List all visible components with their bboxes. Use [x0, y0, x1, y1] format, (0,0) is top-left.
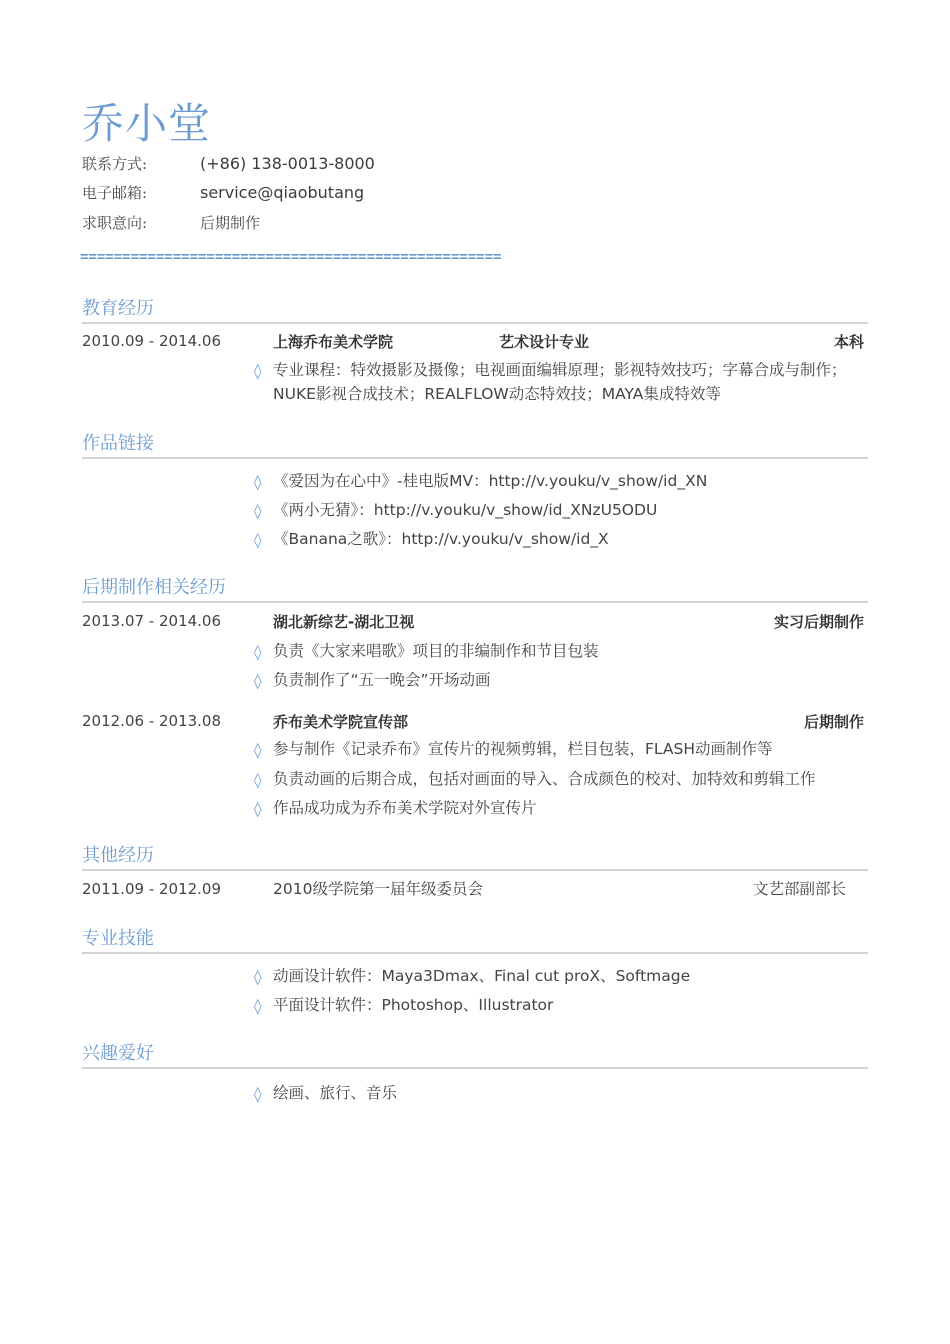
- hobby-1: 绘画、旅行、音乐: [273, 1084, 398, 1102]
- contact-label-objective: 求职意向:: [82, 214, 148, 232]
- job-2-item-3: 作品成功成为乔布美术学院对外宣传片: [273, 799, 537, 817]
- section-rule-skills: [82, 952, 868, 954]
- bullet-icon: ◊: [254, 771, 262, 789]
- work-link-2[interactable]: 《两小无猜》：http://v.youku/v_show/id_XNzU5ODU: [273, 501, 658, 519]
- other-org: 2010级学院第一届年级委员会: [273, 880, 483, 898]
- job-1-date: 2013.07 - 2014.06: [82, 612, 222, 630]
- job-2-org: 乔布美术学院宣传部: [273, 713, 409, 731]
- section-title-other: 其他经历: [82, 845, 154, 866]
- job-2-role: 后期制作: [803, 713, 864, 731]
- section-rule-hobbies: [82, 1067, 868, 1069]
- bullet-icon: ◊: [254, 531, 262, 549]
- section-rule-experience: [82, 601, 868, 603]
- header-divider: ==================================================: [80, 250, 502, 264]
- bullet-icon: ◊: [254, 473, 262, 491]
- bullet-icon: ◊: [254, 968, 262, 986]
- contact-phone: (+86) 138-0013-8000: [200, 154, 375, 173]
- section-title-hobbies: 兴趣爱好: [82, 1043, 154, 1064]
- bullet-icon: ◊: [254, 672, 262, 690]
- section-title-experience: 后期制作相关经历: [82, 577, 226, 598]
- work-link-3[interactable]: 《Banana之歌》：http://v.youku/v_show/id_X: [273, 530, 609, 548]
- section-rule-education: [82, 322, 868, 324]
- bullet-icon: ◊: [254, 502, 262, 520]
- other-role: 文艺部副部长: [752, 880, 846, 898]
- education-courses: 专业课程：特效摄影及摄像；电视画面编辑原理；影视特效技巧；字幕合成与制作；NUKE影视合成技术；REALFLOW动态特效技；MAYA集成特效等: [273, 361, 847, 403]
- education-date: 2010.09 - 2014.06: [82, 332, 222, 350]
- job-1-item-2: 负责制作了“五一晚会”开场动画: [273, 671, 491, 689]
- contact-label-email: 电子邮箱:: [82, 184, 148, 202]
- education-degree: 本科: [833, 333, 864, 351]
- job-2-item-1: 参与制作《记录乔布》宣传片的视频剪辑，栏目包装，FLASH动画制作等: [273, 740, 773, 758]
- education-major: 艺术设计专业: [499, 333, 590, 351]
- bullet-icon: ◊: [254, 1085, 262, 1103]
- section-title-skills: 专业技能: [82, 928, 154, 949]
- section-rule-other: [82, 869, 868, 871]
- job-1-role: 实习后期制作: [773, 613, 864, 631]
- contact-email: service@qiaobutang: [200, 183, 365, 202]
- education-school: 上海乔布美术学院: [273, 333, 394, 351]
- bullet-icon: ◊: [254, 643, 262, 661]
- contact-objective: 后期制作: [200, 214, 261, 232]
- contact-label-phone: 联系方式:: [82, 155, 148, 173]
- bullet-icon: ◊: [254, 800, 262, 818]
- job-1-item-1: 负责《大家来唱歌》项目的非编制作和节目包装: [273, 642, 599, 660]
- skill-1: 动画设计软件：Maya3Dmax、Final cut proX、Softmage: [273, 967, 691, 985]
- other-date: 2011.09 - 2012.09: [82, 880, 222, 898]
- job-2-date: 2012.06 - 2013.08: [82, 712, 222, 730]
- bullet-icon: ◊: [254, 997, 262, 1015]
- section-title-education: 教育经历: [82, 298, 154, 319]
- bullet-icon: ◊: [254, 362, 262, 380]
- bullet-icon: ◊: [254, 741, 262, 759]
- job-2-item-2: 负责动画的后期合成，包括对画面的导入、合成颜色的校对、加特效和剪辑工作: [273, 770, 816, 788]
- section-title-works: 作品链接: [82, 433, 154, 454]
- skill-2: 平面设计软件：Photoshop、Illustrator: [273, 996, 554, 1014]
- section-rule-works: [82, 457, 868, 459]
- candidate-name: 乔小堂: [82, 99, 212, 148]
- work-link-1[interactable]: 《爱因为在心中》-桂电版MV：http://v.youku/v_show/id_XN: [273, 472, 708, 490]
- job-1-org: 湖北新综艺-湖北卫视: [273, 613, 415, 631]
